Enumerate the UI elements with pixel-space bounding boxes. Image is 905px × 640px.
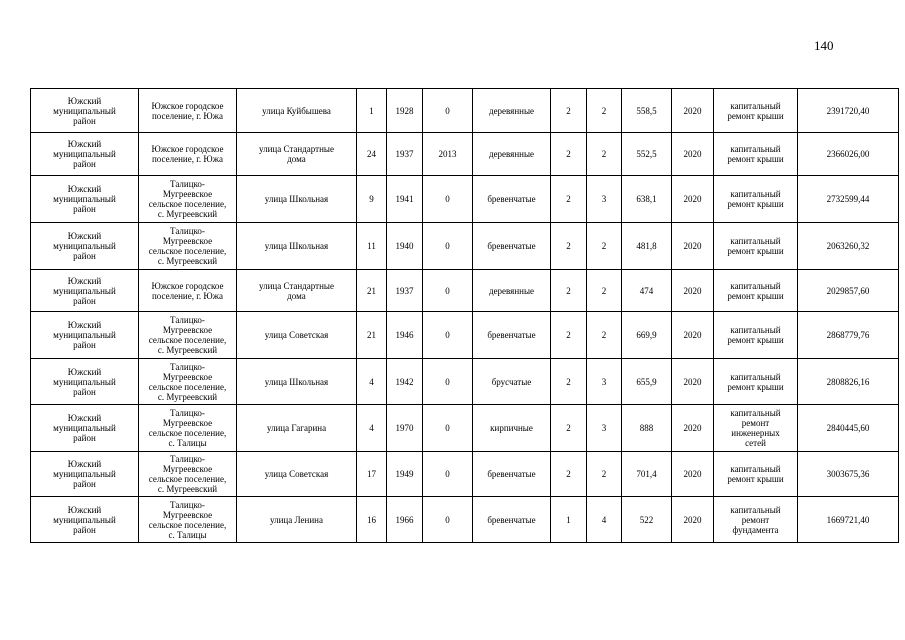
cell-text: 2868779,76 [826, 330, 870, 340]
cell-text: капитальный ремонт крыши [727, 144, 784, 164]
cell-text: 17 [367, 469, 376, 479]
cell-wall-material [473, 497, 551, 543]
cell-text: 0 [445, 194, 450, 204]
cell-text: Талицко- Мугреевское сельское поселение, с. Мугреевский [148, 315, 227, 355]
cell-text: 0 [445, 423, 450, 433]
cell-text: 2366026,00 [826, 149, 870, 159]
cell-text: бревенчатые [487, 330, 536, 340]
cell-text: 2020 [683, 514, 702, 525]
cell-text: 2840445,60 [826, 423, 870, 433]
cell-text: капитальный ремонт крыши [727, 100, 784, 121]
cell-repair-type [714, 452, 798, 497]
table-row [31, 405, 899, 452]
cell-floors [551, 223, 587, 270]
cell-street [237, 270, 357, 312]
cell-district [31, 133, 139, 176]
cell-street [237, 405, 357, 452]
cell-text: брусчатые [491, 376, 532, 387]
cell-text: Южский муниципальный район [53, 413, 116, 443]
cell-text: Южский муниципальный район [53, 95, 116, 126]
cell-text: улица Гагарина [266, 423, 327, 433]
cell-cost [798, 452, 899, 497]
cell-cost [798, 312, 899, 359]
cell-text: 2 [601, 241, 607, 251]
cell-renovation-year [423, 223, 473, 270]
cell-text: 2732599,44 [826, 194, 870, 204]
cell-floors [551, 89, 587, 133]
cell-build-year [387, 133, 423, 176]
cell-floors [551, 359, 587, 405]
table-row [31, 497, 899, 543]
cell-text: 0 [445, 241, 450, 251]
cell-repair-year [672, 270, 714, 312]
cell-renovation-year [423, 270, 473, 312]
cell-text: 24 [367, 149, 376, 159]
cell-repair-type [714, 405, 798, 452]
cell-area [622, 176, 672, 223]
cell-cost [798, 497, 899, 543]
cell-text: 2 [566, 149, 571, 159]
cell-renovation-year [423, 405, 473, 452]
cell-text: капитальный ремонт фундамента [730, 504, 781, 535]
cell-settlement [139, 133, 237, 176]
cell-wall-material [473, 89, 551, 133]
cell-entrances [587, 223, 622, 270]
table-row [31, 312, 899, 359]
cell-text: 2 [601, 105, 607, 116]
cell-text: 0 [445, 469, 450, 479]
cell-text: 2020 [683, 105, 702, 116]
cell-text: улица Советская [264, 469, 329, 479]
cell-text: 2063260,32 [826, 241, 870, 251]
cell-text: 2 [601, 330, 607, 340]
cell-settlement [139, 89, 237, 133]
cell-text: улица Куйбышева [262, 105, 331, 116]
cell-build-year [387, 359, 423, 405]
cell-text: Южский муниципальный район [53, 366, 116, 397]
cell-district [31, 359, 139, 405]
cell-build-year [387, 270, 423, 312]
cell-street [237, 89, 357, 133]
cell-text: 1940 [395, 241, 414, 251]
cell-cost [798, 270, 899, 312]
cell-house-number [357, 312, 387, 359]
cell-area [622, 223, 672, 270]
cell-repair-year [672, 223, 714, 270]
cell-street [237, 497, 357, 543]
cell-wall-material [473, 405, 551, 452]
cell-renovation-year [423, 89, 473, 133]
cell-text: 481,8 [636, 241, 657, 251]
cell-wall-material [473, 359, 551, 405]
cell-entrances [587, 270, 622, 312]
cell-text: Талицко- Мугреевское сельское поселение, с. Мугреевский [148, 179, 227, 219]
cell-text: 2020 [683, 469, 702, 479]
cell-text: 3 [601, 423, 607, 433]
cell-repair-year [672, 312, 714, 359]
cell-street [237, 359, 357, 405]
cell-text: 1937 [395, 149, 414, 159]
page-number: 140 [814, 38, 834, 53]
cell-text: 2 [566, 330, 571, 340]
cell-text: 2 [566, 376, 571, 387]
cell-text: Южское городское поселение, г. Южа [151, 280, 224, 301]
cell-text: деревянные [488, 149, 534, 159]
cell-district [31, 497, 139, 543]
cell-settlement [139, 359, 237, 405]
cell-text: бревенчатые [487, 194, 536, 204]
cell-text: 1669721,40 [826, 514, 870, 525]
cell-text: 3 [601, 376, 607, 387]
cell-renovation-year [423, 133, 473, 176]
cell-cost [798, 176, 899, 223]
cell-text: 2013 [438, 149, 457, 159]
cell-text: деревянные [488, 105, 534, 116]
cell-text: 2 [601, 469, 607, 479]
cell-cost [798, 359, 899, 405]
cell-renovation-year [423, 176, 473, 223]
cell-repair-type [714, 312, 798, 359]
cell-repair-year [672, 89, 714, 133]
cell-text: 2 [566, 423, 571, 433]
cell-district [31, 312, 139, 359]
cell-text: 1 [369, 105, 374, 116]
cell-repair-type [714, 89, 798, 133]
cell-text: 1937 [395, 285, 414, 296]
cell-street [237, 133, 357, 176]
cell-text: 522 [639, 514, 654, 525]
cell-text: Южское городское поселение, г. Южа [151, 100, 224, 121]
cell-text: 2808826,16 [826, 376, 870, 387]
cell-text: капитальный ремонт крыши [727, 371, 784, 392]
cell-repair-year [672, 176, 714, 223]
cell-text: 638,1 [636, 194, 657, 204]
cell-build-year [387, 452, 423, 497]
cell-text: 4 [369, 376, 374, 387]
cell-settlement [139, 270, 237, 312]
cell-text: 2020 [683, 241, 702, 251]
cell-text: 2020 [683, 285, 702, 296]
cell-text: 1942 [395, 376, 414, 387]
cell-house-number [357, 133, 387, 176]
cell-text: 2 [601, 149, 607, 159]
cell-build-year [387, 497, 423, 543]
cell-house-number [357, 497, 387, 543]
cell-text: кирпичные [490, 423, 533, 433]
cell-repair-type [714, 176, 798, 223]
cell-text: 1946 [395, 330, 414, 340]
cell-text: 2 [566, 241, 571, 251]
cell-house-number [357, 405, 387, 452]
cell-renovation-year [423, 359, 473, 405]
cell-text: 2020 [683, 330, 702, 340]
cell-text: 4 [601, 514, 607, 525]
cell-text: 3 [601, 194, 607, 204]
cell-floors [551, 497, 587, 543]
cell-repair-year [672, 405, 714, 452]
cell-text: 888 [639, 423, 654, 433]
cell-text: 552,5 [636, 149, 657, 159]
cell-entrances [587, 452, 622, 497]
cell-text: 1966 [395, 514, 414, 525]
housing-repair-table [30, 88, 899, 543]
cell-text: капитальный ремонт крыши [727, 464, 784, 484]
cell-text: 669,9 [636, 330, 657, 340]
cell-street [237, 312, 357, 359]
cell-settlement [139, 405, 237, 452]
cell-district [31, 270, 139, 312]
cell-text: 2020 [683, 194, 702, 204]
cell-cost [798, 89, 899, 133]
cell-settlement [139, 176, 237, 223]
cell-entrances [587, 359, 622, 405]
cell-floors [551, 312, 587, 359]
cell-text: 1970 [395, 423, 414, 433]
cell-floors [551, 405, 587, 452]
cell-street [237, 176, 357, 223]
cell-area [622, 270, 672, 312]
cell-repair-year [672, 497, 714, 543]
cell-repair-type [714, 223, 798, 270]
cell-text: бревенчатые [487, 241, 536, 251]
cell-build-year [387, 223, 423, 270]
table-row [31, 176, 899, 223]
cell-cost [798, 133, 899, 176]
cell-entrances [587, 89, 622, 133]
cell-area [622, 359, 672, 405]
cell-renovation-year [423, 312, 473, 359]
table-body [31, 89, 899, 543]
table-row [31, 133, 899, 176]
cell-district [31, 89, 139, 133]
cell-text: Южский муниципальный район [53, 275, 116, 306]
cell-repair-year [672, 359, 714, 405]
cell-floors [551, 133, 587, 176]
cell-build-year [387, 405, 423, 452]
cell-text: 701,4 [636, 469, 657, 479]
cell-text: улица Советская [264, 330, 329, 340]
cell-area [622, 133, 672, 176]
cell-text: 0 [445, 514, 450, 525]
cell-wall-material [473, 270, 551, 312]
cell-text: 4 [369, 423, 374, 433]
cell-text: 558,5 [636, 105, 657, 116]
cell-text: Южский муниципальный район [53, 504, 116, 535]
cell-entrances [587, 133, 622, 176]
cell-wall-material [473, 133, 551, 176]
cell-text: 2 [566, 105, 571, 116]
cell-text: 2020 [683, 149, 702, 159]
cell-text: 2029857,60 [826, 285, 870, 296]
cell-text: 2 [566, 194, 571, 204]
cell-text: 474 [639, 285, 654, 296]
cell-text: Южский муниципальный район [53, 459, 116, 489]
cell-build-year [387, 89, 423, 133]
cell-build-year [387, 312, 423, 359]
cell-district [31, 405, 139, 452]
cell-repair-type [714, 133, 798, 176]
cell-renovation-year [423, 497, 473, 543]
cell-area [622, 405, 672, 452]
cell-text: бревенчатые [487, 469, 536, 479]
cell-repair-type [714, 270, 798, 312]
cell-text: 0 [445, 105, 450, 116]
cell-text: капитальный ремонт крыши [727, 280, 784, 301]
cell-wall-material [473, 312, 551, 359]
cell-text: 11 [367, 241, 376, 251]
cell-text: Талицко- Мугреевское сельское поселение, с. Мугреевский [148, 454, 227, 494]
cell-text: Южский муниципальный район [53, 320, 116, 350]
cell-text: Южский муниципальный район [53, 231, 116, 261]
cell-repair-type [714, 497, 798, 543]
cell-floors [551, 176, 587, 223]
cell-area [622, 89, 672, 133]
cell-floors [551, 452, 587, 497]
cell-text: 9 [369, 194, 374, 204]
cell-text: 3003675,36 [826, 469, 870, 479]
cell-settlement [139, 452, 237, 497]
cell-text: капитальный ремонт инженерных сетей [730, 408, 781, 448]
cell-text: 2 [601, 285, 607, 296]
cell-text: капитальный ремонт крыши [727, 189, 784, 209]
cell-text: 0 [445, 285, 450, 296]
cell-district [31, 452, 139, 497]
cell-house-number [357, 223, 387, 270]
cell-text: бревенчатые [487, 514, 536, 525]
cell-repair-type [714, 359, 798, 405]
cell-house-number [357, 270, 387, 312]
cell-text: улица Стандартные дома [259, 280, 334, 301]
table-row [31, 359, 899, 405]
cell-wall-material [473, 452, 551, 497]
cell-text: 21 [367, 330, 376, 340]
cell-text: 2 [566, 469, 571, 479]
cell-text: 655,9 [636, 376, 657, 387]
cell-floors [551, 270, 587, 312]
cell-text: капитальный ремонт крыши [727, 325, 784, 345]
cell-cost [798, 405, 899, 452]
cell-house-number [357, 176, 387, 223]
table-row [31, 223, 899, 270]
cell-text: 2020 [683, 423, 702, 433]
cell-settlement [139, 312, 237, 359]
cell-text: деревянные [488, 285, 534, 296]
cell-wall-material [473, 223, 551, 270]
cell-district [31, 176, 139, 223]
cell-entrances [587, 497, 622, 543]
cell-text: Южский муниципальный район [53, 139, 116, 169]
cell-area [622, 312, 672, 359]
cell-wall-material [473, 176, 551, 223]
cell-text: Южское городское поселение, г. Южа [151, 144, 224, 164]
cell-text: 2020 [683, 376, 702, 387]
cell-street [237, 223, 357, 270]
cell-text: 2 [566, 285, 571, 296]
cell-text: Талицко- Мугреевское сельское поселение, с. Мугреевский [148, 226, 227, 266]
cell-repair-year [672, 133, 714, 176]
cell-text: улица Школьная [264, 194, 329, 204]
cell-text: улица Школьная [264, 241, 329, 251]
cell-text: 21 [367, 285, 376, 296]
cell-text: 0 [445, 376, 450, 387]
cell-street [237, 452, 357, 497]
table-row [31, 270, 899, 312]
cell-text: 1 [566, 514, 571, 525]
cell-house-number [357, 89, 387, 133]
cell-text: капитальный ремонт крыши [727, 236, 784, 256]
cell-text: Талицко- Мугреевское сельское поселение, с. Талицы [148, 499, 227, 540]
cell-text: 2391720,40 [826, 105, 870, 116]
cell-text: 0 [445, 330, 450, 340]
cell-district [31, 223, 139, 270]
cell-entrances [587, 176, 622, 223]
cell-text: 1928 [395, 105, 414, 116]
cell-area [622, 452, 672, 497]
table-row [31, 89, 899, 133]
cell-area [622, 497, 672, 543]
cell-text: Талицко- Мугреевское сельское поселение, с. Талицы [148, 408, 227, 448]
cell-entrances [587, 405, 622, 452]
cell-text: 16 [367, 514, 376, 525]
cell-build-year [387, 176, 423, 223]
cell-text: Южский муниципальный район [53, 184, 116, 214]
cell-renovation-year [423, 452, 473, 497]
cell-text: Талицко- Мугреевское сельское поселение, с. Мугреевский [148, 361, 227, 402]
cell-house-number [357, 359, 387, 405]
cell-settlement [139, 223, 237, 270]
cell-text: улица Стандартные дома [259, 144, 334, 164]
cell-house-number [357, 452, 387, 497]
table-row [31, 452, 899, 497]
cell-text: улица Школьная [264, 376, 329, 387]
cell-text: 1949 [395, 469, 414, 479]
cell-text: 1941 [395, 194, 414, 204]
cell-entrances [587, 312, 622, 359]
cell-cost [798, 223, 899, 270]
cell-repair-year [672, 452, 714, 497]
cell-settlement [139, 497, 237, 543]
cell-text: улица Ленина [270, 514, 323, 525]
